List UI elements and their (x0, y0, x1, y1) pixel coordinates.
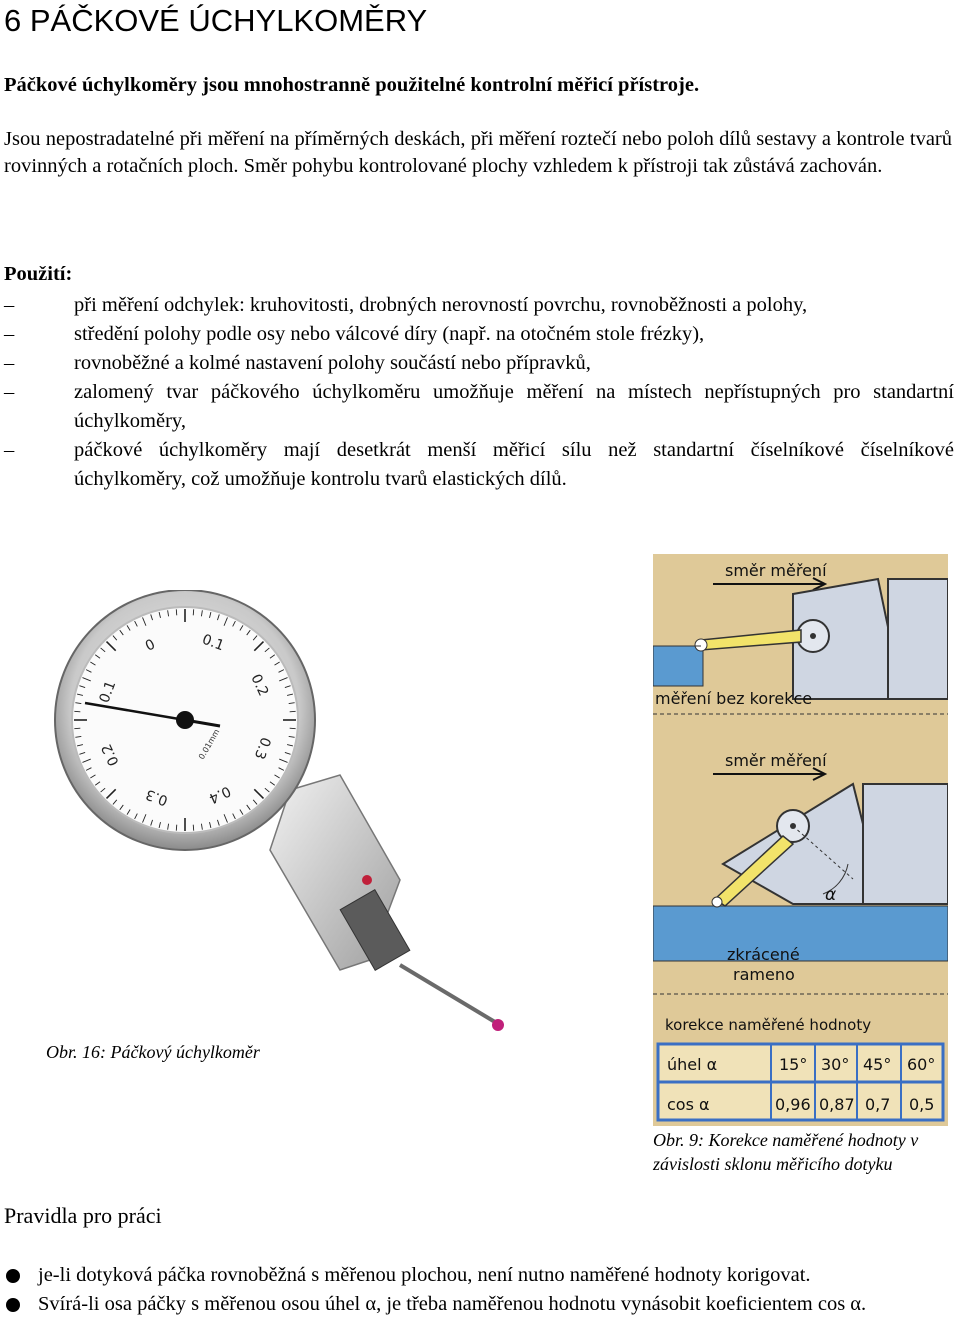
figure-right-caption: Obr. 9: Korekce naměřené hodnoty v závislosti sklonu měřicího dotyku (653, 1130, 919, 1174)
dial-number-label: 0.2 (98, 741, 123, 769)
dash-bullet: – (4, 323, 15, 345)
angle-symbol: α (825, 885, 837, 905)
list-item: – zalomený tvar páčkového úchylkoměru umožňuje měření na místech nepřístupných pro standartní úchylkoměry, (4, 378, 954, 436)
dash-bullet: – (4, 439, 15, 461)
table-cell: 45° (863, 1055, 892, 1074)
list-item: Svírá-li osa páčky s měřenou osou úhel α, je třeba naměřenou hodnotu vynásobit koeficientem cos α. (4, 1290, 954, 1319)
dial-number-label: 0.4 (206, 782, 234, 807)
list-item: – při měření odchylek: kruhovitosti, drobných nerovností povrchu, rovnoběžnosti a polohy, (4, 291, 954, 320)
table-cell: 15° (779, 1055, 808, 1074)
list-item: je-li dotyková páčka rovnoběžná s měřenou plochou, není nutno naměřené hodnoty korigovat. (4, 1261, 954, 1290)
short-arm-label-1: zkrácené (727, 945, 800, 964)
list-item: – středění polohy podle osy nebo válcové díry (např. na otočném stole frézky), (4, 320, 954, 349)
figure-left-caption: Obr. 16: Páčkový úchylkoměr (46, 1042, 260, 1062)
list-item: – páčkové úchylkoměry mají desetkrát menší měřicí sílu než standartní číselníkové číselníkové úchylkoměry, což umožňuje kontrolu tvarů elastických dílů. (4, 436, 954, 494)
rules-list (4, 1261, 954, 1319)
ruby-tip-icon (492, 1019, 504, 1031)
dash-bullet: – (4, 381, 15, 403)
usage-heading: Použití: (4, 263, 73, 285)
table-cell: 0,96 (775, 1095, 811, 1114)
dial-unit-label: 0.01mm (196, 727, 222, 761)
dial-number-label: 0.1 (96, 678, 120, 706)
lead-paragraph: Páčkové úchylkoměry jsou mnohostranně použitelné kontrolní měřicí přístroje. (4, 74, 700, 96)
red-dot-icon (362, 875, 372, 885)
rules-heading: Pravidla pro práci (4, 1203, 162, 1228)
table-cell: 30° (821, 1055, 850, 1074)
list-item: – rovnoběžné a kolmé nastavení polohy součástí nebo přípravků, (4, 349, 954, 378)
needle-hub (176, 711, 194, 729)
table-cell: 60° (907, 1055, 936, 1074)
dial-indicator-image (40, 590, 560, 1050)
usage-list (4, 291, 954, 494)
bottom-direction-label: směr měření (725, 751, 827, 770)
top-direction-label: směr měření (725, 561, 827, 580)
page-title: 6 PÁČKOVÉ ÚCHYLKOMĚRY (4, 3, 428, 38)
correction-diagram (653, 554, 948, 1126)
table-cell: 0,7 (865, 1095, 891, 1114)
table-cell: 0,5 (909, 1095, 935, 1114)
dial-number-label: 0 (142, 636, 158, 655)
bullet-icon (6, 1269, 20, 1283)
short-arm-label-2: rameno (733, 965, 795, 984)
table-cell: 0,87 (819, 1095, 855, 1114)
intro-paragraph: Jsou nepostradatelné při měření na příměrných deskách, při měření roztečí nebo poloh dílů sestavy a kontrole tvarů rovinných a rotačních ploch. Směr pohybu kontrolované plochy vzhledem k přístroji tak zůstává zachován. (4, 128, 952, 177)
dial-number-label: 0.2 (247, 671, 272, 699)
table-row1-head: úhel α (667, 1055, 718, 1074)
dial-number-label: 0.3 (250, 734, 274, 762)
dash-bullet: – (4, 294, 15, 316)
dash-bullet: – (4, 352, 15, 374)
dial-number-label: 0.3 (143, 785, 171, 809)
top-caption: měření bez korekce (655, 689, 813, 708)
table-row2-head: cos α (667, 1095, 710, 1114)
bullet-icon (6, 1298, 20, 1312)
dial-number-label: 0.1 (199, 631, 227, 655)
table-title: korekce naměřené hodnoty (665, 1016, 872, 1034)
